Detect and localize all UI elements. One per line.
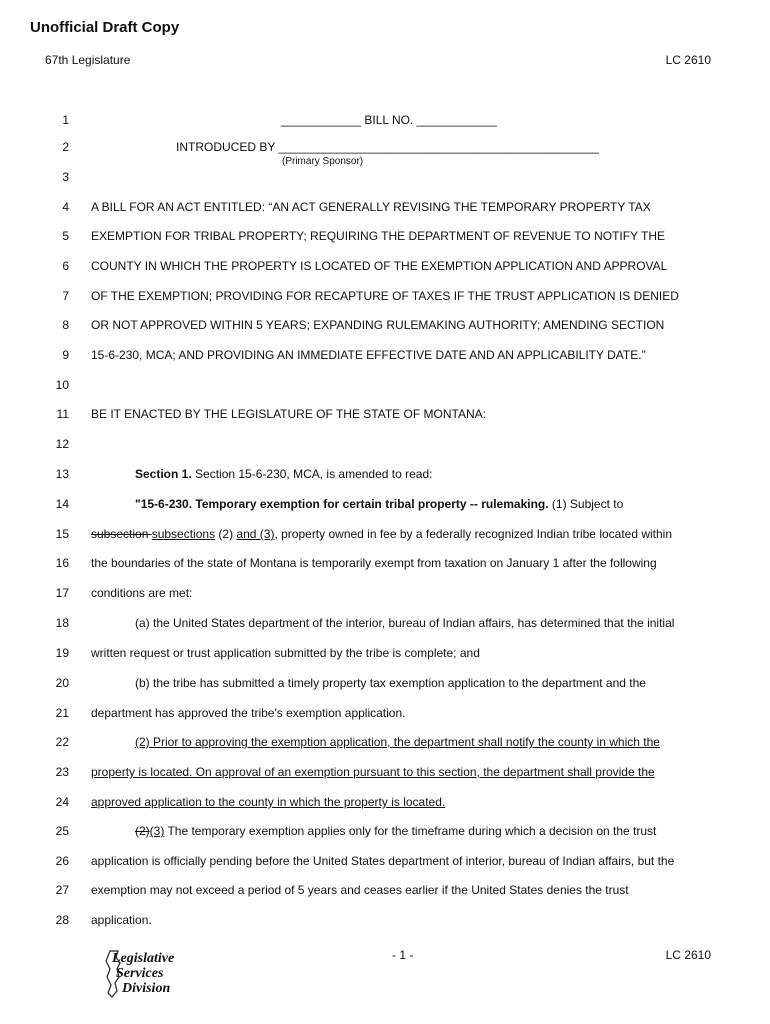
line-text — [91, 318, 664, 332]
line-text — [91, 795, 445, 809]
line-number: 11 — [56, 407, 69, 421]
line-segment: (1) Subject to — [548, 497, 624, 511]
line-segment: and (3) — [236, 527, 275, 541]
line-9 — [0, 348, 770, 366]
line-segment: OR NOT APPROVED WITHIN 5 YEARS; EXPANDING RULEMAKING AUTHORITY; AMENDING SECTION — [91, 318, 665, 332]
line-number: 12 — [55, 437, 69, 451]
line-text — [135, 497, 623, 511]
line-8 — [0, 318, 770, 336]
line-number: 5 — [62, 229, 69, 243]
line-number: 20 — [55, 676, 69, 690]
line-text — [91, 854, 674, 868]
line-segment: property is located. On approval of an exemption pursuant to this section, the department shall provide the — [91, 765, 655, 779]
lc-number-footer: LC 2610 — [665, 948, 711, 962]
line-28 — [0, 913, 770, 931]
line-number: 23 — [55, 765, 69, 779]
line-segment: BE IT ENACTED BY THE LEGISLATURE OF THE STATE OF MONTANA: — [91, 407, 486, 421]
line-segment: OF THE EXEMPTION; PROVIDING FOR RECAPTURE OF TAXES IF THE TRUST APPLICATION IS DENIED — [91, 289, 679, 303]
line-text — [91, 200, 651, 214]
line-segment: application. — [91, 913, 152, 927]
line-segment: (2) — [215, 527, 237, 541]
line-26 — [0, 854, 770, 872]
line-text — [135, 676, 646, 690]
line-text — [176, 140, 599, 154]
line-11 — [0, 407, 770, 425]
line-text — [135, 735, 660, 749]
line-number: 8 — [62, 318, 69, 332]
line-text — [91, 765, 655, 779]
line-number: 22 — [55, 735, 69, 749]
line-text — [91, 259, 667, 273]
line-number: 24 — [55, 795, 69, 809]
line-text — [91, 527, 672, 541]
line-1 — [0, 113, 770, 131]
page-number: - 1 - — [392, 948, 414, 962]
line-number: 15 — [55, 527, 69, 541]
line-segment: conditions are met: — [91, 586, 193, 600]
line-number: 10 — [55, 378, 69, 392]
line-segment: INTRODUCED BY ________________________________________________ — [176, 140, 599, 154]
line-number: 3 — [62, 170, 69, 184]
line-number: 21 — [55, 706, 69, 720]
line-segment: approved application to the county in which the property is located. — [91, 795, 446, 809]
line-number: 19 — [55, 646, 69, 660]
line-number: 6 — [62, 259, 69, 273]
line-text — [91, 556, 657, 570]
line-number: 16 — [55, 556, 69, 570]
line-14 — [0, 497, 770, 515]
line-17 — [0, 586, 770, 604]
line-5 — [0, 229, 770, 247]
line-7 — [0, 289, 770, 307]
line-21 — [0, 706, 770, 724]
line-19 — [0, 646, 770, 664]
line-number: 27 — [55, 883, 69, 897]
line-segment: (b) the tribe has submitted a timely property tax exemption application to the department and the — [135, 676, 646, 690]
line-number: 25 — [55, 824, 69, 838]
lc-number-header: LC 2610 — [665, 53, 711, 67]
line-segment: application is officially pending before the United States department of interior, bureau of Indian affairs, but the — [91, 854, 675, 868]
line-segment: subsections — [151, 527, 216, 541]
line-text — [91, 586, 192, 600]
line-number: 7 — [62, 289, 69, 303]
line-text — [91, 289, 679, 303]
line-number: 26 — [55, 854, 69, 868]
line-number: 2 — [62, 140, 69, 154]
line-segment: ____________ BILL NO. ____________ — [281, 113, 497, 127]
line-segment: exemption may not exceed a period of 5 years and ceases earlier if the United States denies the trust — [91, 883, 629, 897]
line-segment: COUNTY IN WHICH THE PROPERTY IS LOCATED OF THE EXEMPTION APPLICATION AND APPROVAL — [91, 259, 668, 273]
legislative-services-division-logo — [104, 949, 184, 999]
line-text — [91, 646, 480, 660]
line-10 — [0, 378, 770, 396]
logo-word-3: Division — [122, 981, 171, 996]
line-6 — [0, 259, 770, 277]
line-16 — [0, 556, 770, 574]
line-12 — [0, 437, 770, 455]
line-number: 1 — [62, 113, 69, 127]
line-segment: 15-6-230, MCA; AND PROVIDING AN IMMEDIATE EFFECTIVE DATE AND AN APPLICABILITY DATE.” — [91, 348, 646, 362]
line-number: 14 — [55, 497, 69, 511]
line-segment: Section 1. — [135, 467, 192, 481]
draft-title: Unofficial Draft Copy — [30, 19, 180, 36]
primary-sponsor-label: (Primary Sponsor) — [282, 156, 364, 167]
line-text — [91, 348, 646, 362]
line-text — [91, 883, 629, 897]
line-text — [91, 407, 486, 421]
line-25 — [0, 824, 770, 842]
line-23 — [0, 765, 770, 783]
logo-word-1: Legislative — [112, 951, 175, 966]
line-text — [91, 913, 152, 927]
line-segment: (2) Prior to approving the exemption application, the department shall notify the county in which the — [135, 735, 660, 749]
line-24 — [0, 795, 770, 813]
line-number: 4 — [62, 200, 69, 214]
line-segment: written request or trust application submitted by the tribe is complete; and — [91, 646, 480, 660]
line-segment: the boundaries of the state of Montana is temporarily exempt from taxation on January 1 after the following — [91, 556, 657, 570]
line-segment: (2) — [135, 824, 150, 838]
line-number: 9 — [62, 348, 69, 362]
line-number: 28 — [55, 913, 69, 927]
line-3 — [0, 170, 770, 188]
line-text — [91, 706, 405, 720]
line-18 — [0, 616, 770, 634]
line-text — [135, 616, 674, 630]
line-segment: subsection — [91, 527, 152, 541]
line-text — [281, 113, 497, 127]
line-27 — [0, 883, 770, 901]
line-15 — [0, 527, 770, 545]
line-2 — [0, 140, 770, 158]
line-number: 18 — [55, 616, 69, 630]
line-segment: The temporary exemption applies only for the timeframe during which a decision on the trust — [164, 824, 657, 838]
line-22 — [0, 735, 770, 753]
line-segment: EXEMPTION FOR TRIBAL PROPERTY; REQUIRING THE DEPARTMENT OF REVENUE TO NOTIFY THE — [91, 229, 665, 243]
line-segment: A BILL FOR AN ACT ENTITLED: “AN ACT GENERALLY REVISING THE TEMPORARY PROPERTY TAX — [91, 200, 651, 214]
line-13 — [0, 467, 770, 485]
line-number: 17 — [55, 586, 69, 600]
line-segment: Section 15-6-230, MCA, is amended to read: — [191, 467, 433, 481]
line-text — [91, 229, 665, 243]
line-4 — [0, 200, 770, 218]
line-segment: , property owned in fee by a federally recognized Indian tribe located within — [274, 527, 673, 541]
line-segment: "15-6-230. Temporary exemption for certain tribal property -- rulemaking. — [135, 497, 549, 511]
line-text — [135, 824, 656, 838]
line-text — [135, 467, 432, 481]
legislature-label: 67th Legislature — [45, 53, 131, 67]
line-segment: department has approved the tribe's exemption application. — [91, 706, 406, 720]
line-number: 13 — [55, 467, 69, 481]
logo-word-2: Services — [116, 966, 164, 981]
line-20 — [0, 676, 770, 694]
line-segment: (a) the United States department of the interior, bureau of Indian affairs, has determined that the initial — [135, 616, 675, 630]
line-segment: (3) — [149, 824, 165, 838]
